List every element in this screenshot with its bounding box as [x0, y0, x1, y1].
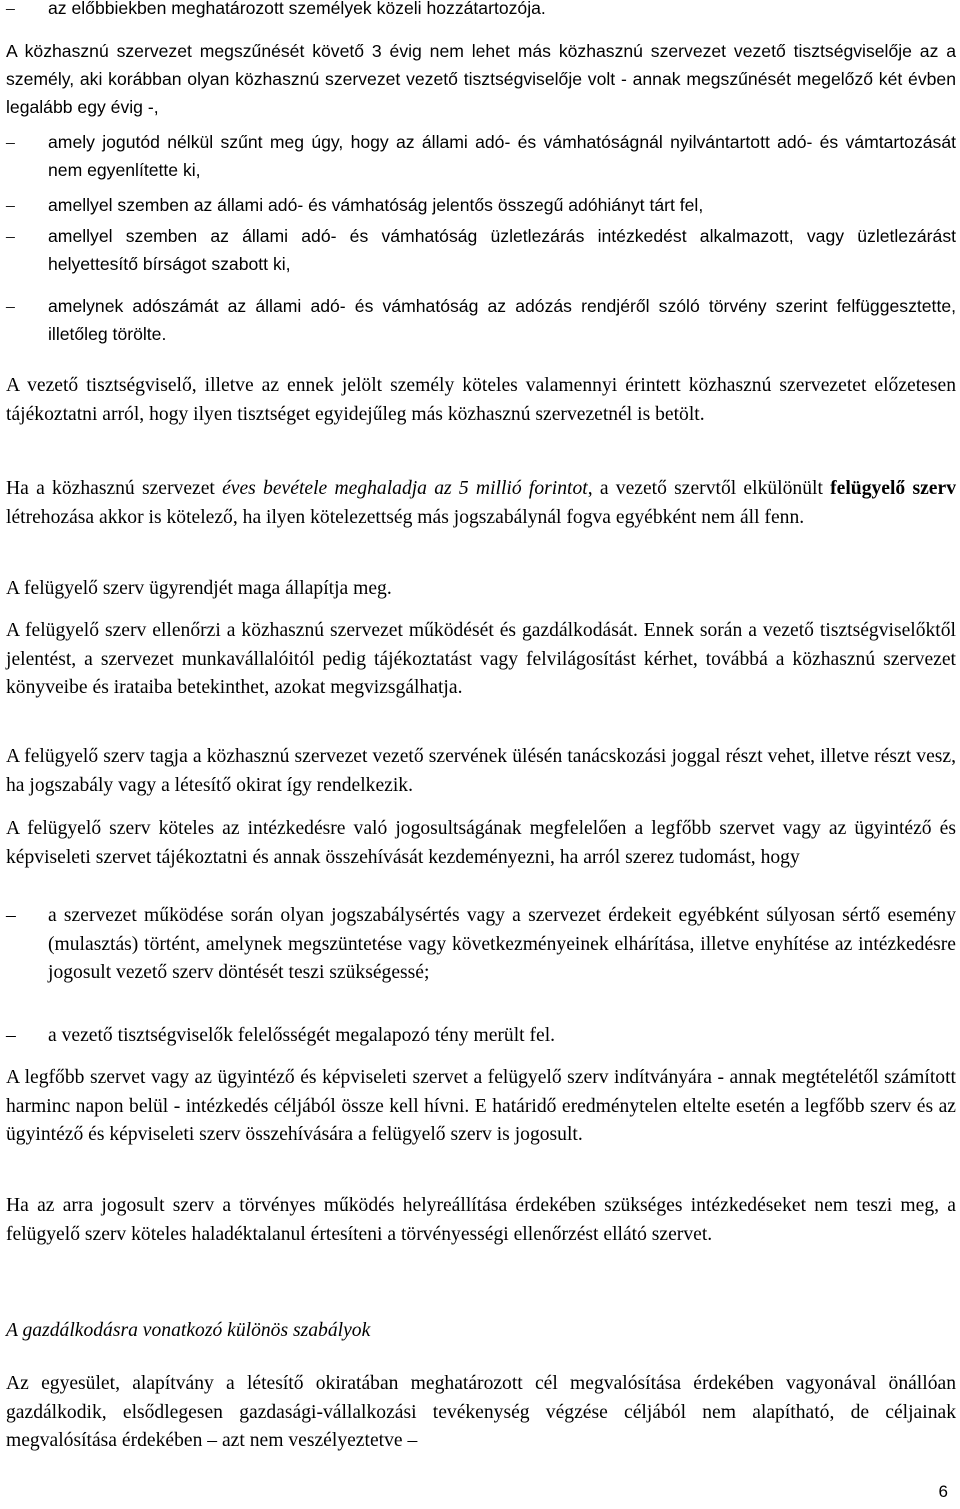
dash-bullet: –: [6, 0, 15, 18]
list-item-text: amellyel szemben az állami adó- és vámhatóság üzletlezárás intézkedést alkalmazott, vagy üzletlezárást helyettesítő bírságot szabott ki,: [48, 226, 956, 275]
paragraph: A felügyelő szerv ügyrendjét maga állapítja meg.: [6, 578, 392, 599]
list-item-text: amelynek adószámát az állami adó- és vámhatóság az adózás rendjéről szóló törvény szerint felfüggesztette, illetőleg törölte.: [48, 296, 956, 345]
list-item-text: a szervezet működése során olyan jogszabálysértés vagy a szervezet érdekeit egyébként súlyosan sértő esemény (mulasztás) történt, amelynek megszüntetése vagy következményeinek elhárítása, illetve enyhítése az intézkedésre jogosult vezető szerv döntését teszi szükségessé;: [48, 905, 956, 984]
paragraph: Az egyesület, alapítvány a létesítő okiratában meghatározott cél megvalósítása érdekében vagyonával önállóan gazdálkodik, elsődlegesen gazdasági-vállalkozási tevékenység végzése céljából nem alapítható, de céljainak megvalósítása érdekében – azt nem veszélyeztetve –: [6, 1373, 956, 1452]
paragraph: A felügyelő szerv köteles az intézkedésre való jogosultságának megfelelően a legfőbb szervet vagy az ügyintéző és képviseleti szervet tájékoztatni és annak összehívását kezdeményezni, ha arról szerez tudomást, hogy: [6, 818, 956, 868]
list-item: [6, 1022, 956, 1051]
dash-bullet: –: [6, 132, 15, 152]
paragraph: [6, 475, 956, 532]
paragraph: Ha az arra jogosult szerv a törvényes működés helyreállítása érdekében szükséges intézkedéseket nem teszi meg, a felügyelő szerv köteles haladéktalanul értesíteni a törvényességi ellenőrzést ellátó szervet.: [6, 1195, 956, 1245]
dash-bullet: –: [6, 905, 16, 926]
text-run: , a vezető szervtől elkülönült: [587, 478, 831, 499]
dash-bullet: –: [6, 1025, 16, 1046]
bold-term: felügyelő szerv: [830, 478, 956, 499]
list-item: [6, 191, 956, 220]
list-item: [6, 292, 956, 348]
list-item-text: az előbbiekben meghatározott személyek közeli hozzátartozója.: [48, 0, 546, 18]
list-item-text: amellyel szemben az állami adó- és vámhatóság jelentős összegű adóhiányt tárt fel,: [48, 195, 704, 215]
dash-bullet: –: [6, 195, 15, 215]
paragraph: A vezető tisztségviselő, illetve az ennek jelölt személy köteles valamennyi érintett közhasznú szervezetet előzetesen tájékoztatni arról, hogy ilyen tisztséget egyidejűleg más közhasznú szervezetnél is betölt.: [6, 375, 956, 425]
page-number: 6: [938, 1482, 948, 1501]
list-item: [6, 128, 956, 184]
list-item-text: a vezető tisztségviselők felelősségét megalapozó tény merült fel.: [48, 1025, 556, 1046]
list-item: [6, 0, 956, 23]
list-item-text: amely jogutód nélkül szűnt meg úgy, hogy az állami adó- és vámhatóságnál nyilvántartott adó- és vámtartozását nem egyenlítette ki,: [48, 132, 956, 181]
dash-bullet: –: [6, 226, 15, 246]
paragraph: A felügyelő szerv ellenőrzi a közhasznú szervezet működését és gazdálkodását. Ennek során a vezető tisztségviselőktől jelentést, a szervezet munkavállalóitól pedig tájékoztatást vagy felvilágosítást kérhet, továbbá a közhasznú szervezet könyveibe és irataiba betekinthet, azokat megvizsgálhatja.: [6, 620, 956, 699]
text-run: Ha a közhasznú szervezet: [6, 478, 223, 499]
list-item: [6, 222, 956, 278]
text-run: létrehozása akkor is kötelező, ha ilyen kötelezettség más jogszabálynál fogva egyébként nem áll fenn.: [6, 506, 805, 528]
emphasis-text: éves bevétele meghaladja az 5 millió forintot: [222, 478, 588, 499]
dash-bullet: –: [6, 296, 15, 316]
paragraph: A közhasznú szervezet megszűnését követő 3 évig nem lehet más közhasznú szervezet vezető tisztségviselője az a személy, aki korábban olyan közhasznú szervezet vezető tisztségviselője volt - annak megszűnését megelőző két évben legalább egy évig -,: [6, 41, 956, 118]
list-item: [6, 902, 956, 988]
paragraph: A legfőbb szervet vagy az ügyintéző és képviseleti szervet a felügyelő szerv indítványára - annak megtételétől számított harminc napon belül - intézkedés céljából össze kell hívni. E határidő eredménytelen eltelte esetén a legfőbb szerv és az ügyintéző és képviseleti szerv összehívására a felügyelő szerv is jogosult.: [6, 1067, 956, 1146]
paragraph: A felügyelő szerv tagja a közhasznú szervezet vezető szervének ülésén tanácskozási joggal részt vehet, illetve részt vesz, ha jogszabály vagy a létesítő okirat így rendelkezik.: [6, 746, 956, 796]
section-heading: A gazdálkodásra vonatkozó különös szabályok: [6, 1320, 371, 1341]
